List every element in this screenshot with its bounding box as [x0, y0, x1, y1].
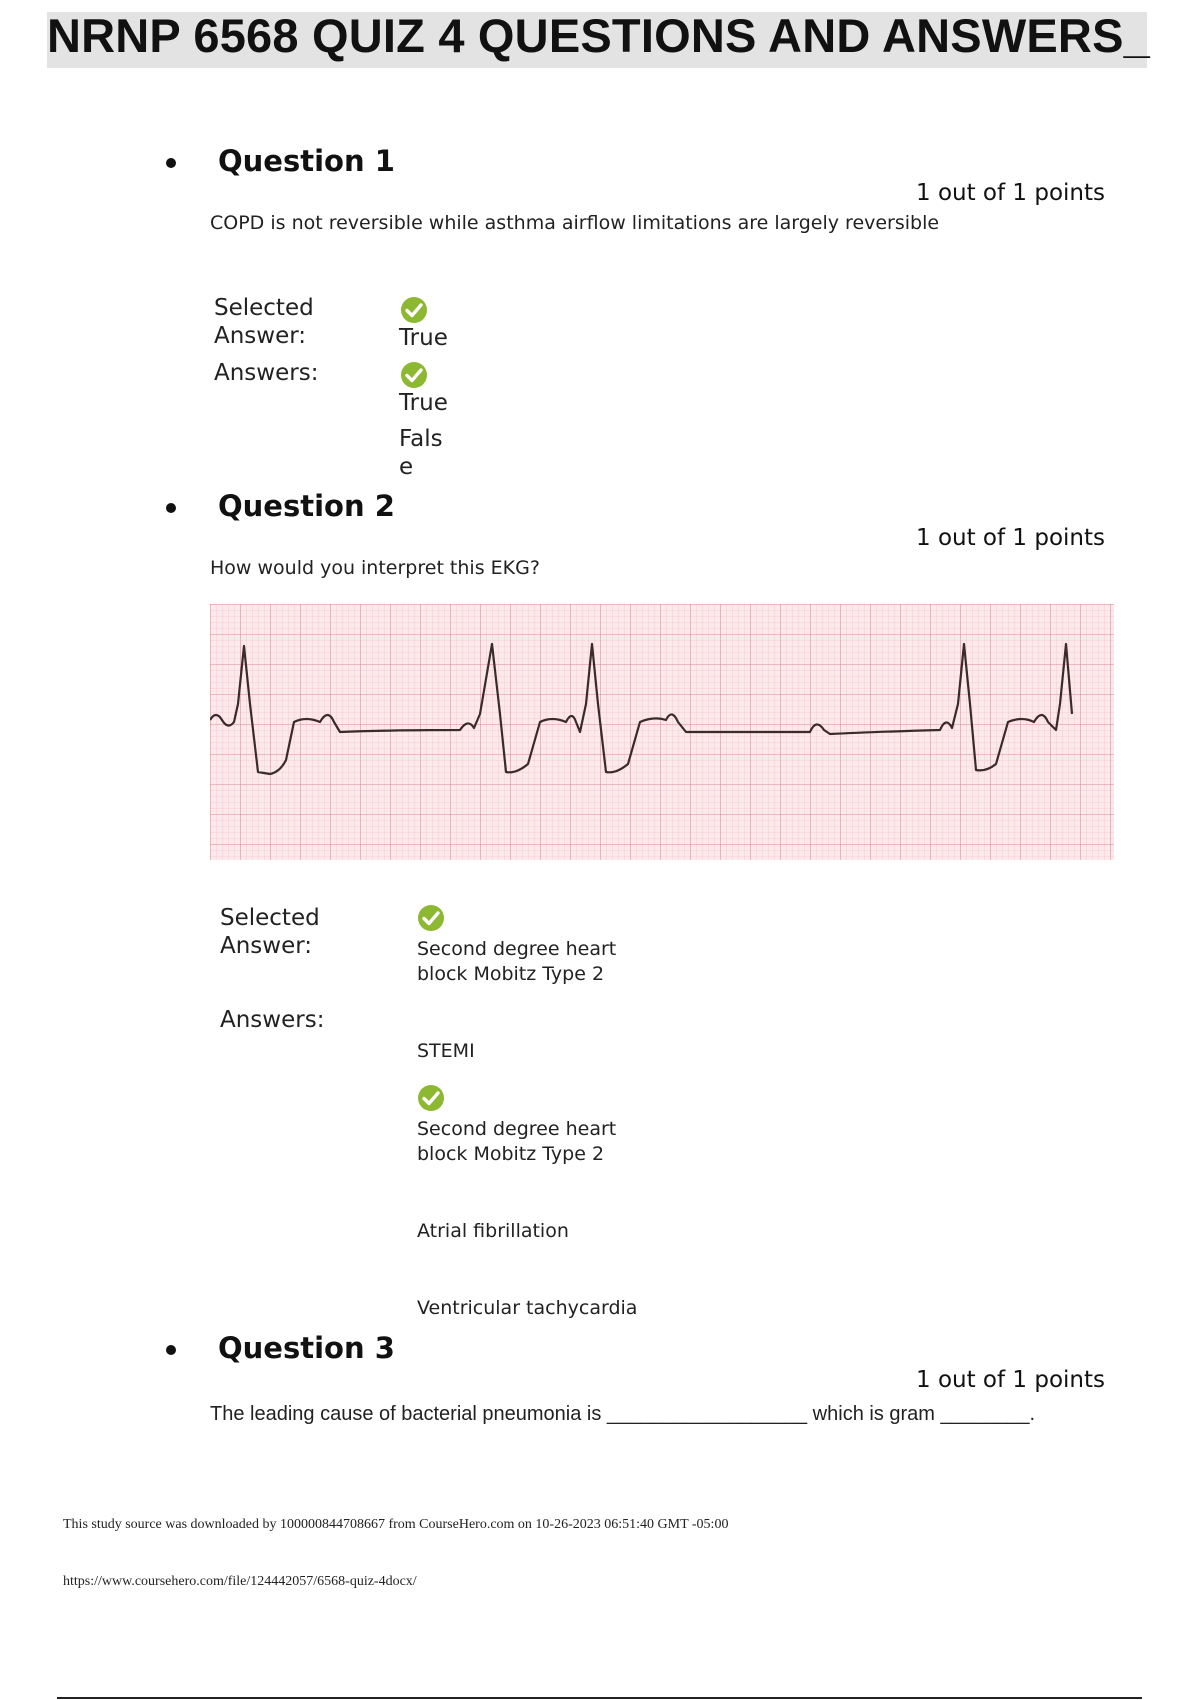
download-source-note: This study source was downloaded by 100000844708667 from CourseHero.com on 10-26-2023 06:51:40 GMT -05:00: [63, 1517, 729, 1532]
question-text: How would you interpret this EKG?: [210, 557, 540, 579]
question-heading: Question 1: [218, 144, 395, 178]
points-score: 1 out of 1 points: [916, 180, 1105, 206]
bullet: [166, 158, 176, 168]
points-score: 1 out of 1 points: [916, 1367, 1105, 1393]
question-text: The leading cause of bacterial pneumonia is __________________ which is gram ________.: [210, 1403, 1036, 1425]
points-score: 1 out of 1 points: [916, 525, 1105, 551]
selected-answer-value: Second degree heart block Mobitz Type 2: [417, 938, 617, 985]
ekg-strip-image: [210, 604, 1114, 860]
question-heading: Question 2: [218, 489, 395, 523]
check-circle-icon: [417, 904, 445, 932]
answer-option: Second degree heart block Mobitz Type 2: [417, 1118, 617, 1165]
source-url: https://www.coursehero.com/file/124442057/6568-quiz-4docx/: [63, 1574, 417, 1589]
answer-option: Ventricular tachycardia: [417, 1297, 638, 1319]
document-title: NRNP 6568 QUIZ 4 QUESTIONS AND ANSWERS_: [47, 9, 1150, 62]
selected-answer-label: Selected Answer:: [214, 295, 314, 349]
selected-answer-value: True: [399, 325, 448, 351]
answer-option: Atrial fibrillation: [417, 1220, 569, 1242]
bullet: [166, 1345, 176, 1355]
question-heading: Question 3: [218, 1331, 395, 1365]
page-divider: [57, 1697, 1142, 1699]
answer-option: STEMI: [417, 1040, 475, 1062]
selected-answer-label: Selected Answer:: [220, 905, 320, 959]
check-circle-icon: [400, 361, 428, 389]
check-circle-icon: [400, 296, 428, 324]
answers-label: Answers:: [220, 1007, 325, 1033]
check-circle-icon: [417, 1084, 445, 1112]
question-text: COPD is not reversible while asthma airflow limitations are largely reversible: [210, 212, 940, 234]
answers-label: Answers:: [214, 360, 319, 386]
answer-option: True: [399, 390, 448, 416]
bullet: [166, 503, 176, 513]
answer-option: Fals e: [399, 426, 443, 480]
